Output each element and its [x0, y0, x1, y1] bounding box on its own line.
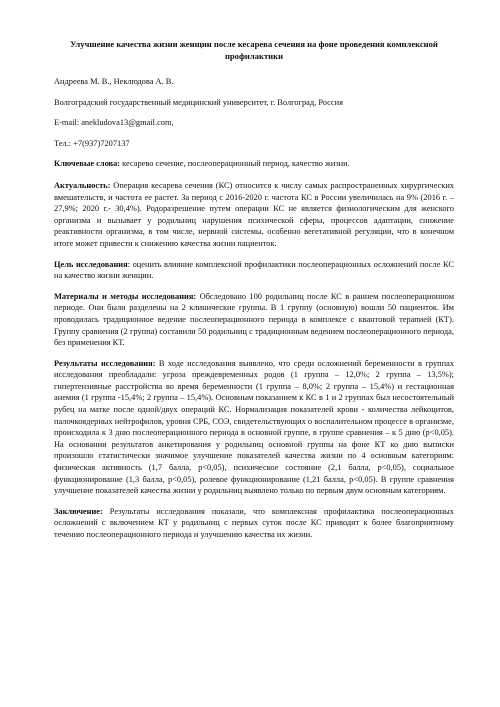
- methods-text: Обследовано 100 родильниц после КС в раннем послеоперационном периоде. Они были разделены на 2 клинические группы. В 1 группу (основную) вошли 50 пациенток. Им проводилась традиционное ведение послеоперационного периода в комплексе с квантовой терапией (КТ). Группу сравнения (2 группа) составили 50 родильниц с традиционным ведением послеоперационного периода, без применения КТ.: [54, 291, 455, 348]
- results-paragraph: [54, 358, 454, 497]
- aim-text: : оценить влияние комплексной профилактики послеоперационных осложнений после КС на качество жизни женщин.: [54, 259, 454, 281]
- aim-label: Цель исследования: [54, 259, 128, 269]
- results-label: Результаты исследования:: [54, 358, 156, 368]
- conclusion-paragraph: [54, 506, 454, 541]
- authors: Андреева М. В., Неклюдова А. В.: [54, 77, 174, 86]
- methods-label: Материалы и методы исследования:: [54, 291, 197, 301]
- abstract-page: [54, 38, 454, 550]
- methods-paragraph: [54, 291, 454, 349]
- phone: Тел.: +7(937)7207137: [54, 138, 130, 148]
- results-text: В ходе исследования выявлено, что среди осложнений беременности в группах исследования преобладали: угроза преждевременных родов (1 группа – 12,0%; 2 группа – 13,5%); гипертензивные расстройства во время беременности (1 группа – 8,0%; 2 группа – 15,4%) и гестационная анемия (1 группа -15,4%; 2 группа – 15,4%). Основным показанием к КС в 1 и 2 группах был несостоятельный рубец на матке после одной/двух операций КС. Нормализация показателей крови - количества лейкоцитов, палочкоядерных нейтрофилов, уровня СРБ, СОЭ, свидетельствующих о воспалительном процессе в организме, происходила к 3 дню послеоперационного периода в основной группе, в группе сравнения – к 5 дню (р<0,05). На основании результатов анкетирования у родильниц основной группы на фоне КТ ко дню выписки произошло статистически значимое улучшение показателей качества жизни по 4 основным категориям: физическая активность (1,7 балла, р<0,05), психическое состояние (2,1 балла, р<0,05), социальное функционирование (1,3 балла, р<0,05), ролевое функционирование (1,21 балла, р<0,05). В группе сравнения улучшение показателей качества жизни у родильниц выявлено только по первым двум основным категориям.: [54, 358, 455, 496]
- relevance-paragraph: [54, 180, 454, 250]
- keywords: [54, 158, 454, 170]
- conclusion-text: Результаты исследования показали, что комплексная профилактика послеоперационных осложнений с включением КТ у родильниц с первых суток после КС приводит к более благоприятному течению послеоперационного периода и улучшению качества их жизни.: [54, 506, 454, 539]
- keywords-text: кесарево сечение, послеоперационный период, качество жизни.: [120, 159, 350, 169]
- keywords-label: Ключевые слова:: [54, 159, 121, 169]
- email: E-mail: aneklud​ova13@gmail.com,: [54, 118, 174, 128]
- relevance-text: Операция кесарева сечения (КС) относится к числу самых распространенных хирургических вмешательств, и частота ее растет. За период с 2016-2020 г. частота КС в России увеличилась на 9% (2016 г. – 27,9%; 2020 г.- 30,4%). Родоразрешение путем операции КС не является физиологическим для женского организма и вызывает у родильниц нарушения психической сферы, процессов адаптации, снижение реактивности организма, в том числе, нервной системы, особенно вегетативной регуляции, что в конечном итоге может привести к снижению качества жизни пациенток.: [54, 180, 454, 248]
- affiliation: Волгоградский государственный медицинский университет, г. Волгоград, Россия: [54, 97, 343, 107]
- relevance-label: Актуальность:: [54, 180, 111, 190]
- aim-paragraph: [54, 259, 454, 282]
- paper-title: Улучшение качества жизни женщин после кесарева сечения на фоне проведения комплексной профилактики: [70, 39, 438, 61]
- conclusion-label: Заключение:: [54, 506, 103, 516]
